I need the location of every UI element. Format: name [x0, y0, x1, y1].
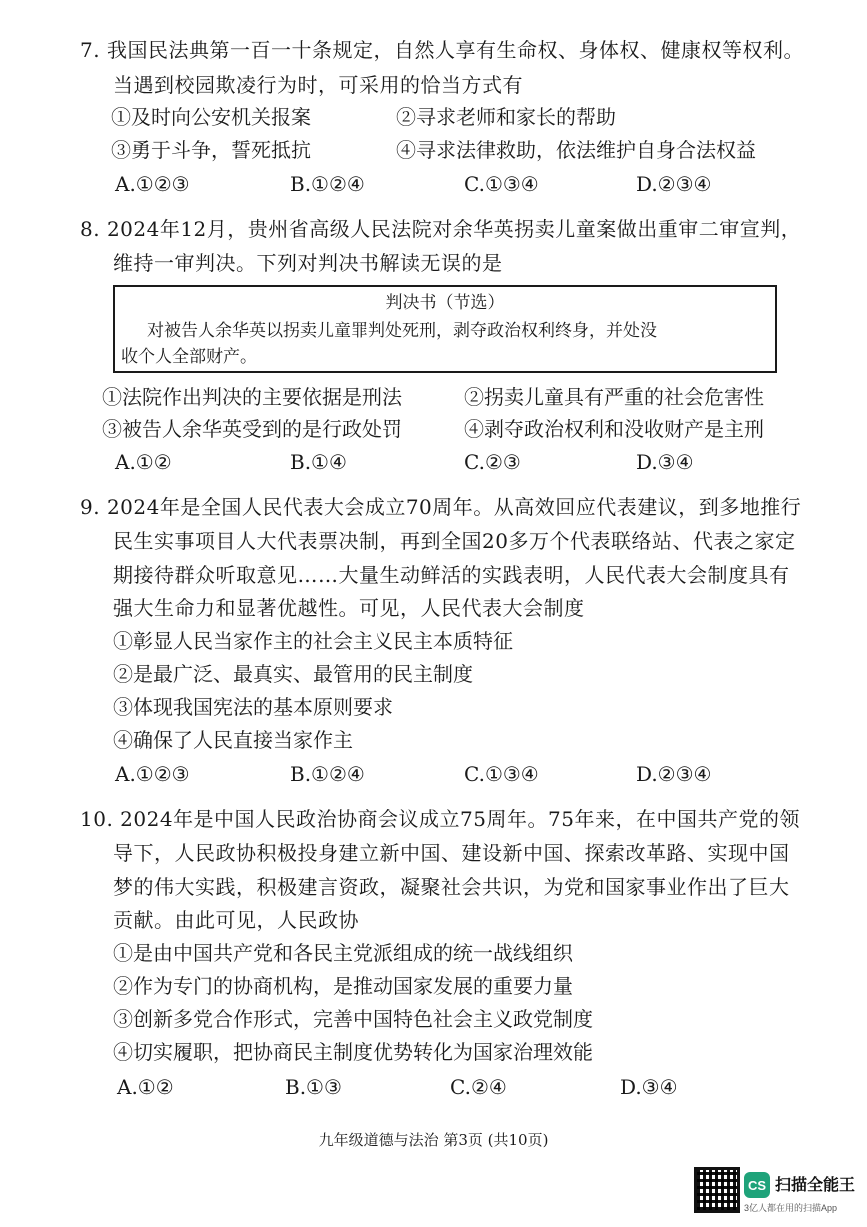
- q7-item-3: ③勇于斗争，誓死抵抗: [111, 138, 311, 162]
- scanner-tagline: 3亿人都在用的扫描App: [744, 1203, 838, 1213]
- q7-item-4: ④寻求法律救助，依法维护自身合法权益: [396, 138, 756, 162]
- q8-choice-d: D.③④: [636, 450, 694, 474]
- q7-choice-b: B.①②④: [290, 172, 365, 196]
- q7-stem-line-2: 当遇到校园欺凌行为时，可采用的恰当方式有: [113, 73, 523, 97]
- q10-item-4: ④切实履职，把协商民主制度优势转化为国家治理效能: [113, 1040, 593, 1064]
- judgment-excerpt-box: [113, 285, 777, 373]
- q10-choice-a: A.①②: [117, 1075, 174, 1099]
- q9-choice-a: A.①②③: [115, 762, 190, 786]
- q8-item-3: ③被告人余华英受到的是行政处罚: [102, 417, 402, 441]
- q8-stem-line-1: 8. 2024年12月，贵州省高级人民法院对余华英拐卖儿童案做出重审二审宣判，: [80, 217, 802, 241]
- q8-choice-c: C.②③: [464, 450, 521, 474]
- q7-choice-c: C.①③④: [464, 172, 539, 196]
- q9-choice-b: B.①②④: [290, 762, 365, 786]
- page-footer: 九年级道德与法治 第3页 (共10页): [318, 1131, 549, 1149]
- q9-stem-line-1: 9. 2024年是全国人民代表大会成立70周年。从高效回应代表建议，到多地推行: [80, 495, 802, 519]
- q7-stem-line-1: 7. 我国民法典第一百一十条规定，自然人享有生命权、身体权、健康权等权利。: [80, 38, 804, 62]
- qr-code-icon: [694, 1167, 740, 1213]
- q10-choice-d: D.③④: [620, 1075, 678, 1099]
- q10-choice-b: B.①③: [285, 1075, 342, 1099]
- q10-stem-line-3: 梦的伟大实践，积极建言资政，凝聚社会共识，为党和国家事业作出了巨大: [113, 875, 790, 899]
- q9-item-1: ①彰显人民当家作主的社会主义民主本质特征: [113, 629, 513, 653]
- q9-item-2: ②是最广泛、最真实、最管用的民主制度: [113, 662, 473, 686]
- q8-choice-a: A.①②: [115, 450, 172, 474]
- q10-item-2: ②作为专门的协商机构，是推动国家发展的重要力量: [113, 974, 573, 998]
- judgment-line-2: 收个人全部财产。: [121, 347, 257, 367]
- q8-choice-b: B.①④: [290, 450, 347, 474]
- q8-stem-line-2: 维持一审判决。下列对判决书解读无误的是: [113, 251, 503, 275]
- q10-stem-line-4: 贡献。由此可见，人民政协: [113, 908, 359, 932]
- q9-stem-line-4: 强大生命力和显著优越性。可见，人民代表大会制度: [113, 596, 585, 620]
- judgment-title: 判决书（节选）: [385, 293, 505, 313]
- scanner-app-name: 扫描全能王: [775, 1177, 856, 1194]
- q7-choice-a: A.①②③: [115, 172, 190, 196]
- q9-item-3: ③体现我国宪法的基本原则要求: [113, 695, 393, 719]
- q8-item-2: ②拐卖儿童具有严重的社会危害性: [464, 385, 764, 409]
- q10-item-3: ③创新多党合作形式，完善中国特色社会主义政党制度: [113, 1007, 593, 1031]
- q8-item-1: ①法院作出判决的主要依据是刑法: [102, 385, 402, 409]
- camscanner-logo-icon: CS: [744, 1172, 770, 1198]
- q7-item-1: ①及时向公安机关报案: [111, 105, 311, 129]
- q7-choice-d: D.②③④: [636, 172, 712, 196]
- q10-choice-c: C.②④: [450, 1075, 507, 1099]
- q10-stem-line-1: 10. 2024年是中国人民政治协商会议成立75周年。75年来，在中国共产党的领: [80, 807, 800, 831]
- q9-stem-line-2: 民生实事项目人大代表票决制，再到全国20多万个代表联络站、代表之家定: [113, 529, 796, 553]
- judgment-line-1: 对被告人余华英以拐卖儿童罪判处死刑，剥夺政治权利终身，并处没: [147, 321, 657, 341]
- q9-choice-d: D.②③④: [636, 762, 712, 786]
- q9-stem-line-3: 期接待群众听取意见……大量生动鲜活的实践表明，人民代表大会制度具有: [113, 563, 790, 587]
- q8-item-4: ④剥夺政治权利和没收财产是主刑: [464, 417, 764, 441]
- q9-choice-c: C.①③④: [464, 762, 539, 786]
- q7-item-2: ②寻求老师和家长的帮助: [396, 105, 616, 129]
- q9-item-4: ④确保了人民直接当家作主: [113, 728, 353, 752]
- q10-item-1: ①是由中国共产党和各民主党派组成的统一战线组织: [113, 941, 573, 965]
- q10-stem-line-2: 导下，人民政协积极投身建立新中国、建设新中国、探索改革路、实现中国: [113, 841, 790, 865]
